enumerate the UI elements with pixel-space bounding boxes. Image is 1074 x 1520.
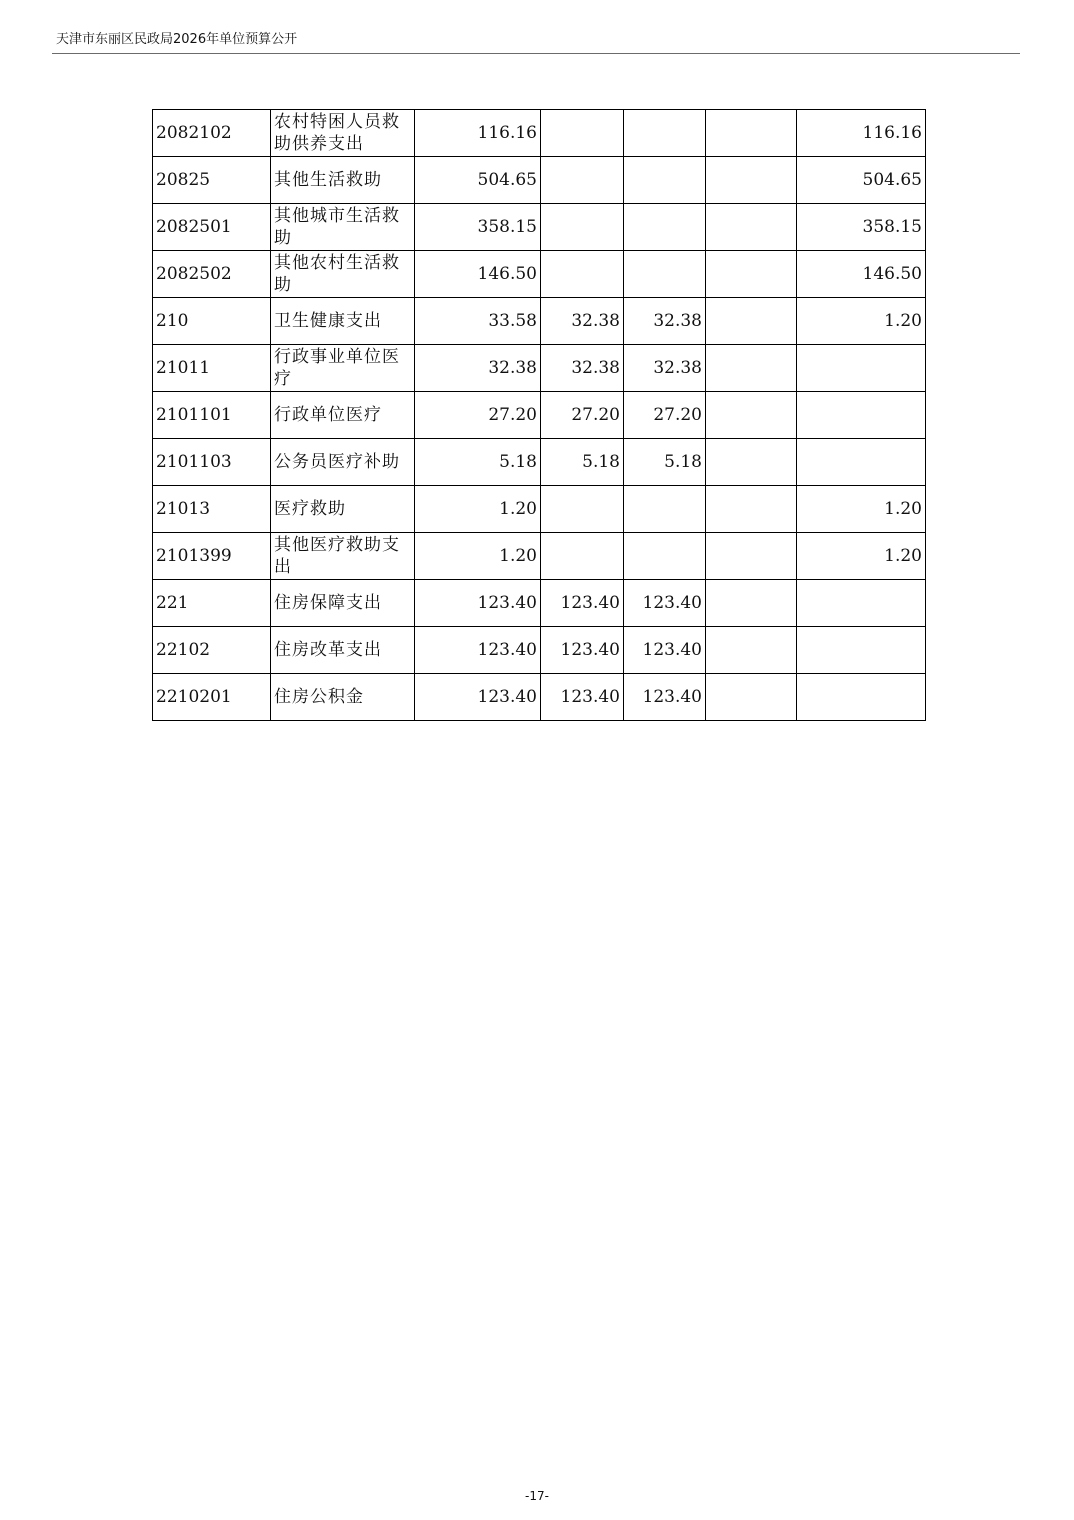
cell-personnel	[624, 486, 706, 533]
cell-total: 33.58	[415, 298, 541, 345]
cell-item-name: 农村特困人员救助供养支出	[271, 110, 415, 157]
cell-personnel: 123.40	[624, 580, 706, 627]
cell-project-expenditure: 1.20	[797, 533, 926, 580]
cell-total: 358.15	[415, 204, 541, 251]
cell-total: 504.65	[415, 157, 541, 204]
table-row	[153, 157, 926, 204]
cell-item-name: 其他生活救助	[271, 157, 415, 204]
cell-project-expenditure	[797, 392, 926, 439]
cell-project-expenditure: 504.65	[797, 157, 926, 204]
cell-total: 32.38	[415, 345, 541, 392]
cell-public-funds	[706, 251, 797, 298]
cell-personnel	[624, 157, 706, 204]
cell-public-funds	[706, 392, 797, 439]
cell-code: 21011	[153, 345, 271, 392]
cell-public-funds	[706, 298, 797, 345]
cell-code: 210	[153, 298, 271, 345]
table-row	[153, 345, 926, 392]
cell-item-name: 行政单位医疗	[271, 392, 415, 439]
cell-basic-expenditure: 5.18	[541, 439, 624, 486]
cell-personnel: 32.38	[624, 345, 706, 392]
cell-total: 1.20	[415, 486, 541, 533]
cell-public-funds	[706, 157, 797, 204]
cell-code: 2082102	[153, 110, 271, 157]
cell-public-funds	[706, 345, 797, 392]
cell-personnel: 5.18	[624, 439, 706, 486]
cell-item-name: 卫生健康支出	[271, 298, 415, 345]
header-divider	[52, 53, 1020, 54]
table-row	[153, 204, 926, 251]
cell-basic-expenditure	[541, 486, 624, 533]
budget-table-body	[153, 110, 926, 721]
cell-basic-expenditure	[541, 533, 624, 580]
page-number: -17-	[525, 1489, 549, 1503]
cell-item-name: 住房改革支出	[271, 627, 415, 674]
cell-project-expenditure	[797, 627, 926, 674]
cell-total: 123.40	[415, 627, 541, 674]
cell-basic-expenditure: 32.38	[541, 298, 624, 345]
document-header-title: 天津市东丽区民政局2026年单位预算公开	[56, 32, 298, 47]
table-row	[153, 674, 926, 721]
cell-basic-expenditure: 123.40	[541, 674, 624, 721]
cell-project-expenditure: 358.15	[797, 204, 926, 251]
table-row	[153, 486, 926, 533]
cell-basic-expenditure	[541, 204, 624, 251]
cell-basic-expenditure: 27.20	[541, 392, 624, 439]
cell-total: 123.40	[415, 674, 541, 721]
cell-project-expenditure	[797, 580, 926, 627]
table-row	[153, 110, 926, 157]
cell-code: 2101103	[153, 439, 271, 486]
cell-public-funds	[706, 674, 797, 721]
cell-basic-expenditure: 123.40	[541, 580, 624, 627]
cell-public-funds	[706, 204, 797, 251]
cell-public-funds	[706, 110, 797, 157]
budget-table	[152, 109, 926, 721]
cell-personnel: 27.20	[624, 392, 706, 439]
cell-personnel	[624, 251, 706, 298]
table-row	[153, 251, 926, 298]
cell-public-funds	[706, 580, 797, 627]
cell-code: 2082501	[153, 204, 271, 251]
cell-public-funds	[706, 439, 797, 486]
cell-total: 123.40	[415, 580, 541, 627]
cell-personnel	[624, 533, 706, 580]
cell-item-name: 住房保障支出	[271, 580, 415, 627]
cell-personnel	[624, 204, 706, 251]
table-row	[153, 580, 926, 627]
cell-code: 2101101	[153, 392, 271, 439]
cell-item-name: 行政事业单位医疗	[271, 345, 415, 392]
table-row	[153, 627, 926, 674]
cell-total: 5.18	[415, 439, 541, 486]
cell-public-funds	[706, 627, 797, 674]
cell-total: 116.16	[415, 110, 541, 157]
cell-project-expenditure	[797, 439, 926, 486]
cell-project-expenditure	[797, 345, 926, 392]
cell-basic-expenditure	[541, 157, 624, 204]
cell-item-name: 医疗救助	[271, 486, 415, 533]
cell-basic-expenditure	[541, 251, 624, 298]
cell-basic-expenditure: 32.38	[541, 345, 624, 392]
cell-item-name: 公务员医疗补助	[271, 439, 415, 486]
cell-item-name: 住房公积金	[271, 674, 415, 721]
cell-total: 1.20	[415, 533, 541, 580]
table-row	[153, 298, 926, 345]
cell-basic-expenditure: 123.40	[541, 627, 624, 674]
cell-personnel: 123.40	[624, 674, 706, 721]
cell-code: 22102	[153, 627, 271, 674]
table-row	[153, 439, 926, 486]
cell-code: 20825	[153, 157, 271, 204]
table-row	[153, 533, 926, 580]
cell-project-expenditure: 146.50	[797, 251, 926, 298]
cell-item-name: 其他医疗救助支出	[271, 533, 415, 580]
cell-personnel: 123.40	[624, 627, 706, 674]
cell-public-funds	[706, 533, 797, 580]
cell-code: 2210201	[153, 674, 271, 721]
cell-total: 146.50	[415, 251, 541, 298]
cell-basic-expenditure	[541, 110, 624, 157]
cell-item-name: 其他农村生活救助	[271, 251, 415, 298]
cell-code: 2101399	[153, 533, 271, 580]
cell-item-name: 其他城市生活救助	[271, 204, 415, 251]
table-row	[153, 392, 926, 439]
cell-project-expenditure	[797, 674, 926, 721]
cell-code: 221	[153, 580, 271, 627]
cell-personnel	[624, 110, 706, 157]
cell-project-expenditure: 1.20	[797, 486, 926, 533]
cell-project-expenditure: 116.16	[797, 110, 926, 157]
cell-project-expenditure: 1.20	[797, 298, 926, 345]
cell-public-funds	[706, 486, 797, 533]
cell-personnel: 32.38	[624, 298, 706, 345]
cell-code: 21013	[153, 486, 271, 533]
cell-total: 27.20	[415, 392, 541, 439]
cell-code: 2082502	[153, 251, 271, 298]
